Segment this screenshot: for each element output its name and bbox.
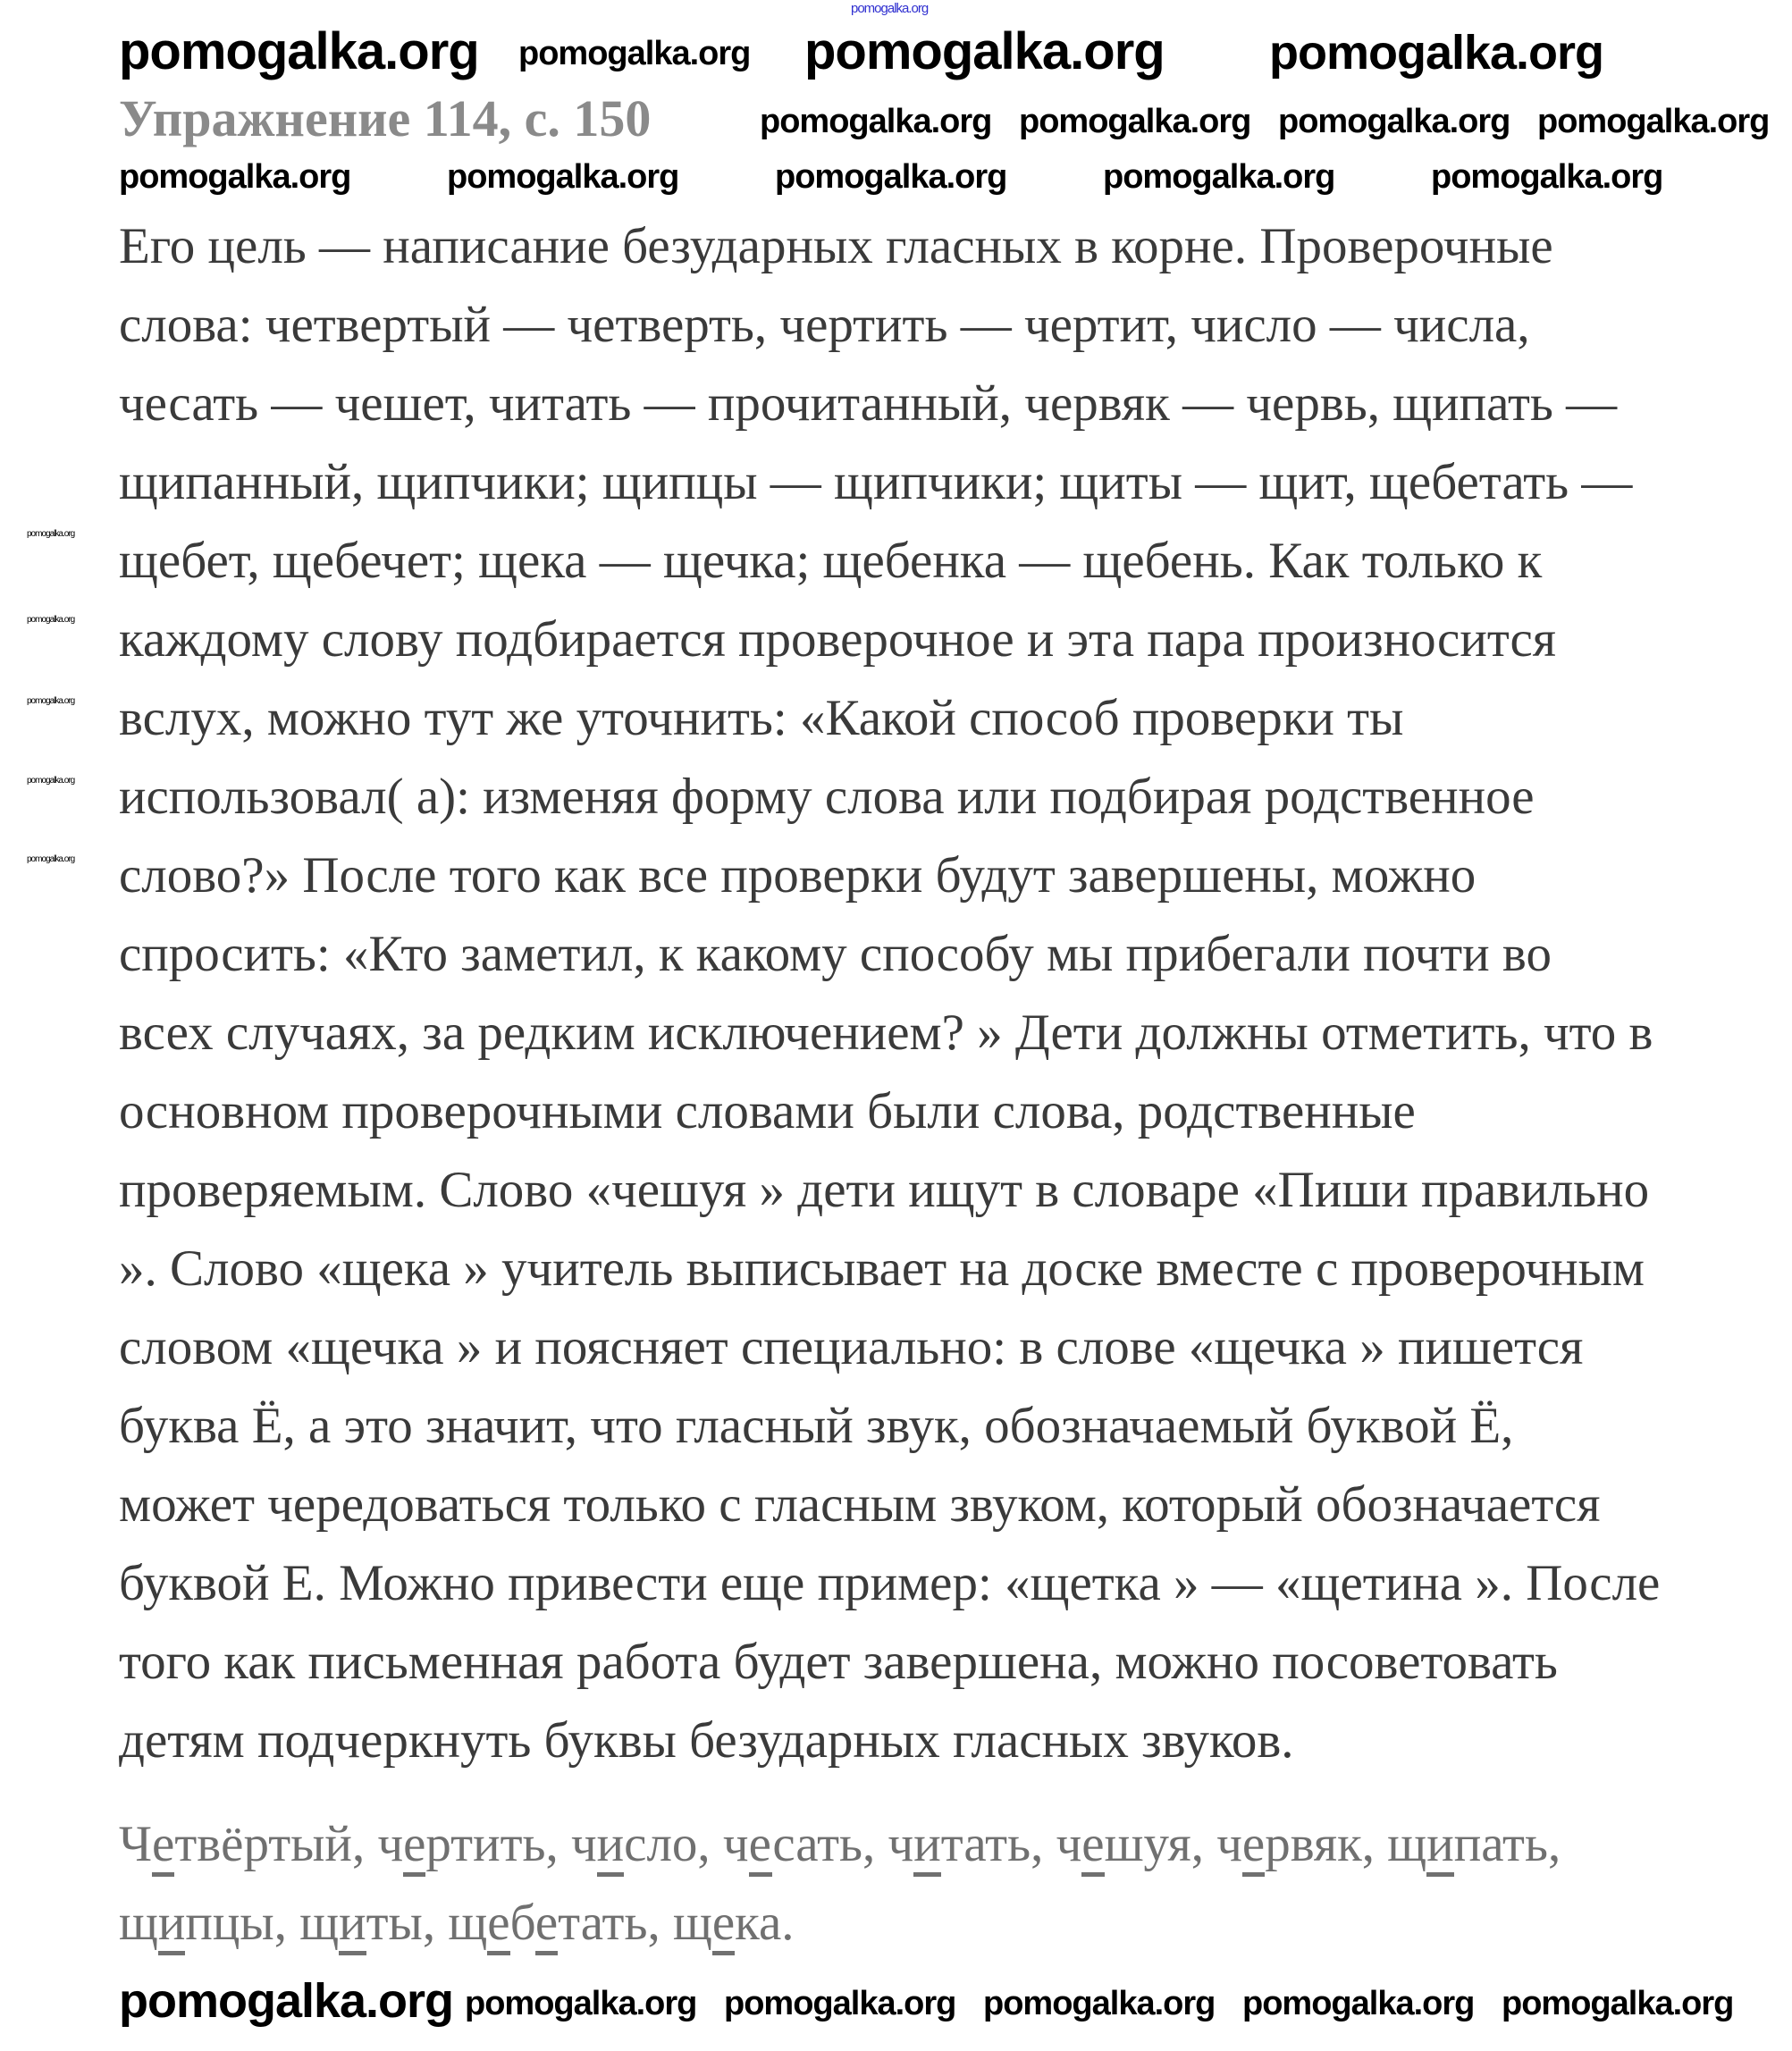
text-line: может чередоваться только с гласным звуком, который обозначается bbox=[119, 1476, 1601, 1533]
text-line: того как письменная работа будет завершена, можно посоветовать bbox=[119, 1634, 1558, 1690]
answer-line bbox=[119, 1805, 1561, 1884]
answer-line bbox=[119, 1884, 795, 1963]
underlined-vowel: е bbox=[749, 1816, 773, 1877]
answer-text-segment: шуя, ч bbox=[1104, 1816, 1242, 1872]
answer-text-segment: сло, ч bbox=[624, 1816, 749, 1872]
text-line: всех случаях, за редким исключением? » Дети должны отметить, что в bbox=[119, 1004, 1653, 1061]
answer-text-segment: тать, ч bbox=[940, 1816, 1082, 1872]
text-line: слова: четвертый — четверть, чертить — чертит, число — числа, bbox=[119, 297, 1530, 353]
text-line: щипанный, щипчики; щипцы — щипчики; щиты — щит, щебетать — bbox=[119, 454, 1633, 510]
text-line: спросить: «Кто заметил, к какому способу мы прибегали почти во bbox=[119, 926, 1552, 982]
underlined-vowel: е bbox=[535, 1895, 558, 1955]
underlined-vowel: е bbox=[1081, 1816, 1104, 1877]
underlined-vowel: е bbox=[403, 1816, 425, 1877]
answer-text-segment: твёртый, ч bbox=[174, 1816, 404, 1872]
text-line: проверяемым. Слово «чешуя » дети ищут в словаре «Пиши правильно bbox=[119, 1162, 1650, 1218]
underlined-vowel: и bbox=[158, 1895, 186, 1955]
text-line: детям подчеркнуть буквы безударных гласных звуков. bbox=[119, 1712, 1294, 1769]
answer-text-segment: Ч bbox=[119, 1816, 153, 1872]
text-line: щебет, щебечет; щека — щечка; щебенка — щебень. Как только к bbox=[119, 533, 1543, 589]
answer-text-segment: ртить, ч bbox=[425, 1816, 597, 1872]
watermark: pomogalka.org bbox=[119, 1974, 454, 2028]
underlined-vowel: и bbox=[597, 1816, 625, 1877]
text-line: вслух, можно тут же уточнить: «Какой способ проверки ты bbox=[119, 690, 1404, 746]
watermark: pomogalka.org bbox=[27, 615, 75, 625]
text-line: использовал( а): изменяя форму слова или подбирая родственное bbox=[119, 769, 1535, 825]
underlined-vowel: е bbox=[1242, 1816, 1265, 1877]
watermark: pomogalka.org bbox=[465, 1985, 697, 2022]
watermark: pomogalka.org bbox=[27, 696, 75, 706]
underlined-vowel: е bbox=[152, 1816, 174, 1877]
text-line: буквой Е. Можно привести еще пример: «щетка » — «щетина ». После bbox=[119, 1555, 1661, 1611]
watermark: pomogalka.org bbox=[27, 776, 75, 786]
watermark: pomogalka.org bbox=[1431, 158, 1663, 196]
watermark: pomogalka.org bbox=[851, 1, 929, 16]
text-line: Его цель — написание безударных гласных в корне. Проверочные bbox=[119, 218, 1553, 274]
watermark: pomogalka.org bbox=[27, 854, 75, 864]
text-line: чесать — чешет, читать — прочитанный, червяк — червь, щипать — bbox=[119, 375, 1618, 432]
text-line: ». Слово «щека » учитель выписывает на доске вместе с проверочным bbox=[119, 1240, 1645, 1297]
watermark: pomogalka.org bbox=[760, 103, 992, 140]
text-line: основном проверочными словами были слова, родственные bbox=[119, 1083, 1416, 1139]
answer-text-segment: б bbox=[509, 1895, 535, 1951]
watermark: pomogalka.org bbox=[1103, 158, 1335, 196]
watermark: pomogalka.org bbox=[1502, 1985, 1734, 2022]
text-line: буква Ё, а это значит, что гласный звук, обозначаемый буквой Ё, bbox=[119, 1398, 1514, 1454]
answer-text-segment: ка. bbox=[735, 1895, 795, 1951]
watermark: pomogalka.org bbox=[1278, 103, 1510, 140]
text-line: слово?» После того как все проверки будут завершены, можно bbox=[119, 847, 1477, 904]
watermark: pomogalka.org bbox=[27, 529, 75, 539]
underlined-vowel: е bbox=[712, 1895, 735, 1955]
underlined-vowel: и bbox=[913, 1816, 941, 1877]
watermark: pomogalka.org bbox=[1019, 103, 1251, 140]
watermark: pomogalka.org bbox=[983, 1985, 1216, 2022]
watermark: pomogalka.org bbox=[775, 158, 1007, 196]
answer-text-segment: пцы, щ bbox=[185, 1895, 340, 1951]
watermark: pomogalka.org bbox=[1537, 103, 1770, 140]
watermark: pomogalka.org bbox=[518, 35, 751, 72]
answer-text-segment: пать, bbox=[1453, 1816, 1561, 1872]
underlined-vowel: и bbox=[1426, 1816, 1454, 1877]
watermark: pomogalka.org bbox=[447, 158, 679, 196]
answer-text-segment: тать, щ bbox=[558, 1895, 712, 1951]
watermark: pomogalka.org bbox=[1242, 1985, 1475, 2022]
answer-text-segment: сать, ч bbox=[772, 1816, 914, 1872]
text-line: каждому слову подбирается проверочное и эта пара произносится bbox=[119, 611, 1556, 668]
exercise-heading: Упражнение 114, с. 150 bbox=[119, 89, 652, 147]
answer-text-segment: рвяк, щ bbox=[1265, 1816, 1427, 1872]
watermark: pomogalka.org bbox=[804, 22, 1165, 80]
text-line: словом «щечка » и поясняет специально: в слове «щечка » пишется bbox=[119, 1319, 1584, 1375]
watermark: pomogalka.org bbox=[1269, 26, 1604, 80]
watermark: pomogalka.org bbox=[119, 158, 351, 196]
answer-text-segment: щ bbox=[119, 1895, 158, 1951]
underlined-vowel: и bbox=[339, 1895, 366, 1955]
answer-text-segment: ты, щ bbox=[366, 1895, 488, 1951]
watermark: pomogalka.org bbox=[724, 1985, 956, 2022]
underlined-vowel: е bbox=[487, 1895, 509, 1955]
watermark: pomogalka.org bbox=[119, 22, 479, 80]
